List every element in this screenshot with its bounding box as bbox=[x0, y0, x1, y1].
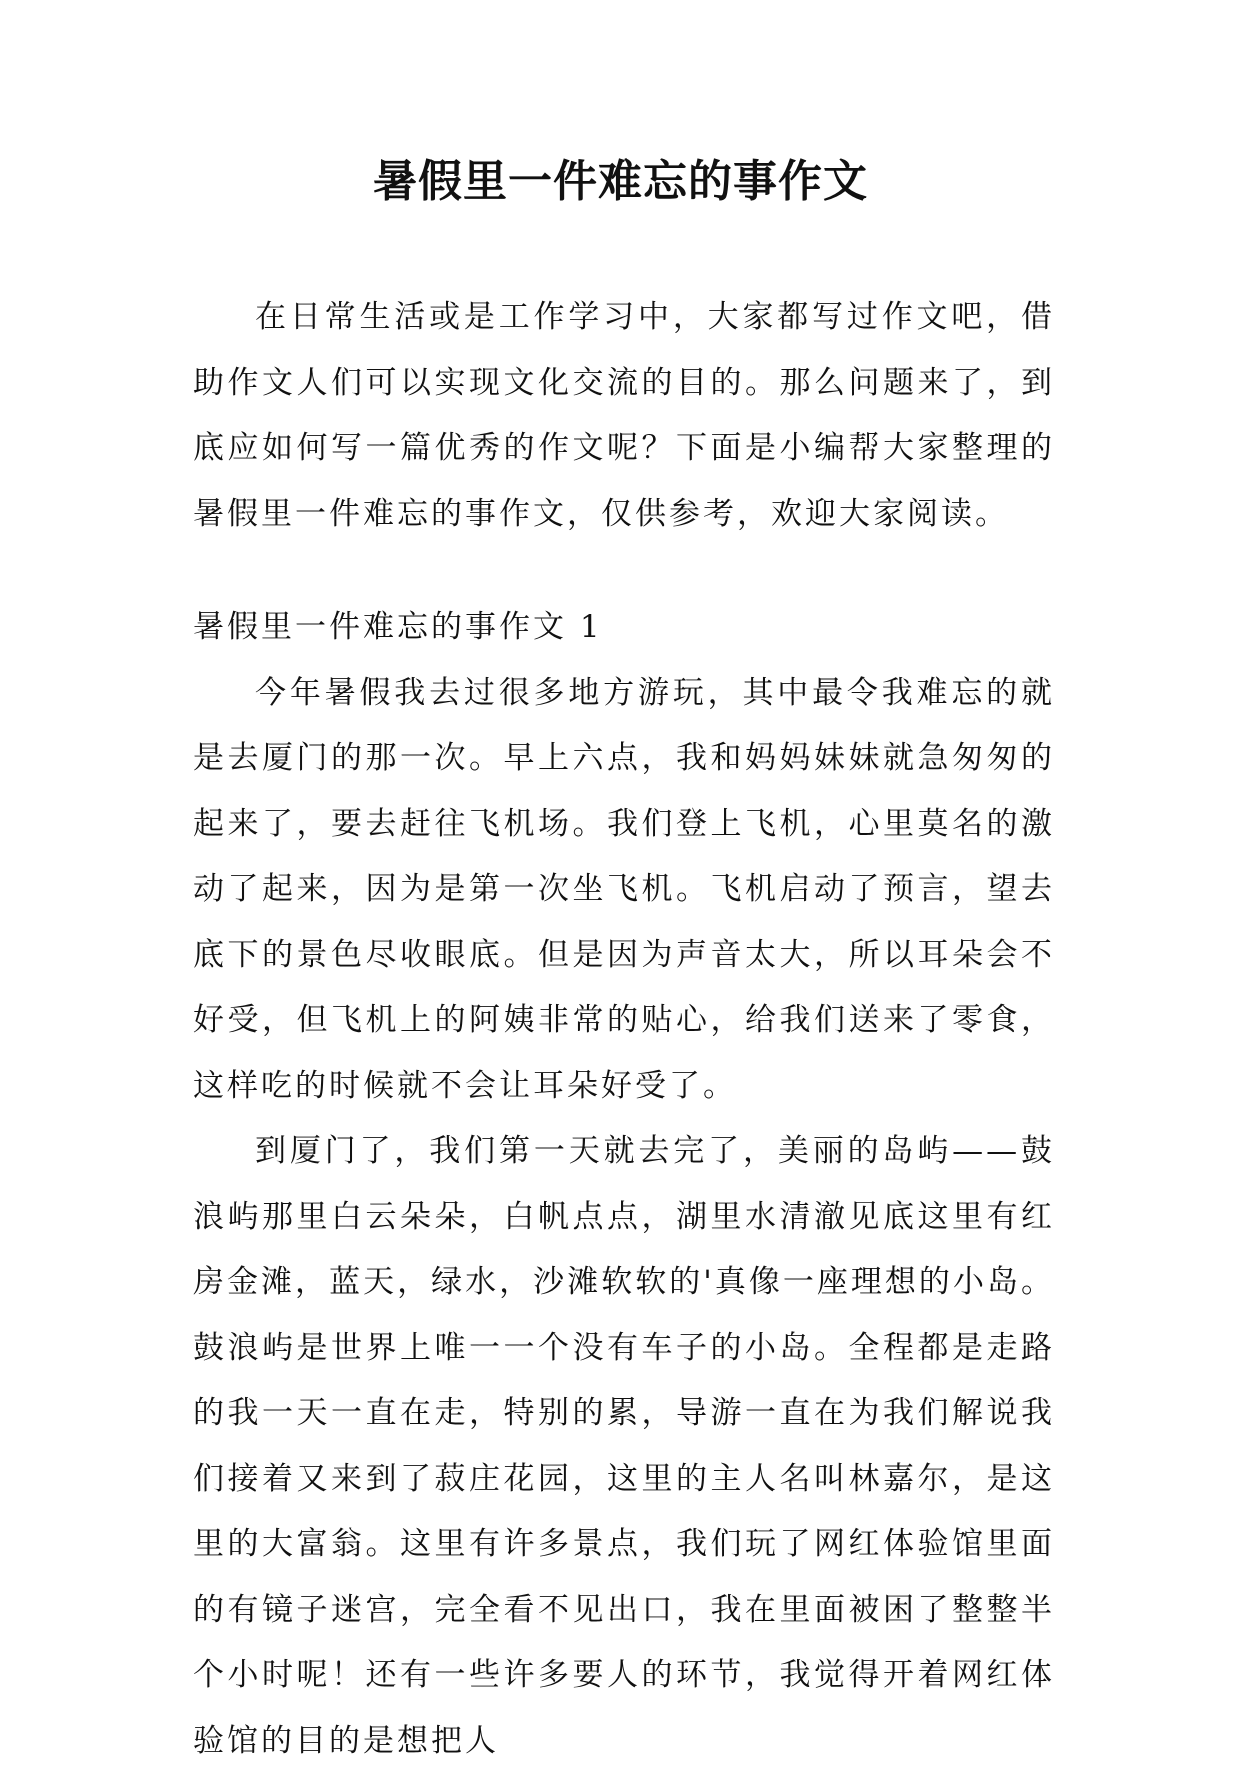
intro-paragraph: 在日常生活或是工作学习中，大家都写过作文吧，借助作文人们可以实现文化交流的目的。那么问题来了，到底应如何写一篇优秀的作文呢？下面是小编帮大家整理的暑假里一件难忘的事作文，仅供参考，欢迎大家阅读。 bbox=[193, 299, 1055, 532]
document-body bbox=[193, 285, 1055, 1774]
body-paragraph-1: 今年暑假我去过很多地方游玩，其中最令我难忘的就是去厦门的那一次。早上六点，我和妈妈妹妹就急匆匆的起来了，要去赶往飞机场。我们登上飞机，心里莫名的激动了起来，因为是第一次坐飞机。飞机启动了预言，望去底下的景色尽收眼底。但是因为声音太大，所以耳朵会不好受，但飞机上的阿姨非常的贴心，给我们送来了零食，这样吃的时候就不会让耳朵好受了。 bbox=[193, 674, 1055, 1104]
document-title: 暑假里一件难忘的事作文 bbox=[373, 156, 868, 207]
section-heading: 暑假里一件难忘的事作文 1 bbox=[193, 609, 603, 645]
body-paragraph-2: 到厦门了，我们第一天就去完了，美丽的岛屿——鼓浪屿那里白云朵朵，白帆点点，湖里水清澈见底这里有红房金滩，蓝天，绿水，沙滩软软的'真像一座理想的小岛。鼓浪屿是世界上唯一一个没有车子的小岛。全程都是走路的我一天一直在走，特别的累，导游一直在为我们解说我们接着又来到了菽庄花园，这里的主人名叫林嘉尔，是这里的大富翁。这里有许多景点，我们玩了网红体验馆里面的有镜子迷宫，完全看不见出口，我在里面被困了整整半个小时呢！还有一些许多要人的环节，我觉得开着网红体验馆的目的是想把人 bbox=[193, 1133, 1055, 1759]
